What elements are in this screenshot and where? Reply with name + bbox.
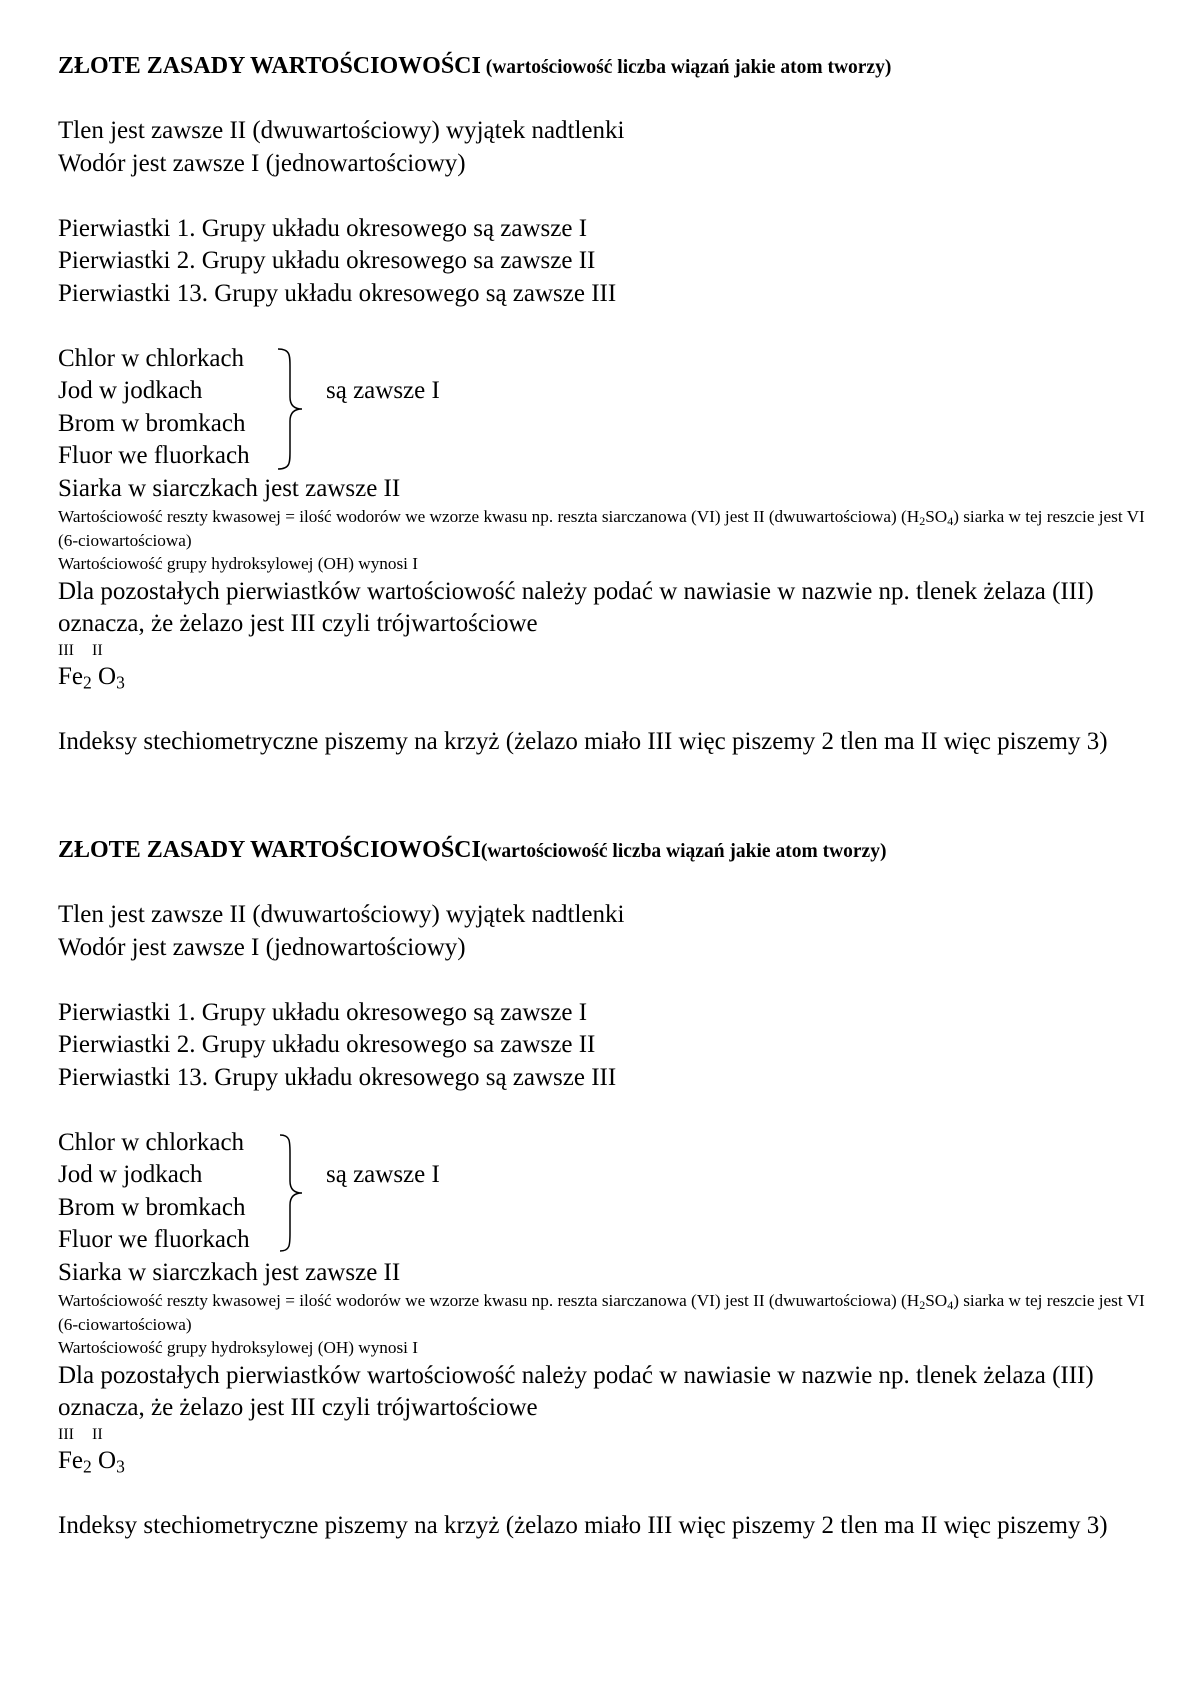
- rule-oxygen: Tlen jest zawsze II (dwuwartościowy) wyjątek nadtlenki: [58, 901, 625, 928]
- halogen-rules: [58, 343, 1158, 473]
- acid-rule-text-b: ) siarka w tej reszcie jest VI (6-ciowartościowa): [58, 507, 1145, 550]
- halogen-bromine: Brom w bromkach: [58, 1193, 246, 1221]
- valence-fe: III: [58, 641, 74, 659]
- formula-o: O: [98, 662, 117, 690]
- title-note: (wartościowość liczba wiązań jakie atom tworzy): [480, 841, 887, 862]
- acid-formula-so: SO: [925, 1291, 948, 1310]
- acid-rule-text-a: Wartościowość reszty kwasowej = ilość wodorów we wzorze kwasu np. reszta siarczanowa (VI) jest II (dwuwartościowa) (H: [58, 507, 920, 526]
- rule-sulfur: Siarka w siarczkach jest zawsze II: [58, 1258, 401, 1286]
- acid-formula-h-index: 2: [919, 514, 926, 528]
- section-title: [58, 50, 1158, 83]
- halogen-iodine: Jod w jodkach: [58, 377, 203, 404]
- hydroxyl-rule: Wartościowość grupy hydroksylowej (OH) wynosi I: [58, 554, 418, 573]
- stoichiometric-index-rule: Indeksy stechiometryczne piszemy na krzyż (żelazo miało III więc piszemy 2 tlen ma II więc piszemy 3): [58, 727, 1108, 755]
- rules-section-1: [58, 50, 1158, 834]
- rule-group-1: Pierwiastki 1. Grupy układu okresowego są zawsze I: [58, 998, 588, 1026]
- formula-o: O: [98, 1446, 117, 1474]
- rule-oxygen: Tlen jest zawsze II (dwuwartościowy) wyjątek nadtlenki: [58, 117, 625, 144]
- valence-o: II: [91, 641, 103, 659]
- title-heading: ZŁOTE ZASADY WARTOŚCIOWOŚCI: [58, 53, 481, 79]
- rule-group-2: Pierwiastki 2. Grupy układu okresowego sa zawsze II: [58, 1031, 596, 1058]
- iron-oxide-formula: [58, 1445, 1158, 1478]
- title-note: (wartościowość liczba wiązań jakie atom tworzy): [480, 57, 892, 78]
- halogen-rules: [58, 1127, 1158, 1257]
- rule-group-2: Pierwiastki 2. Grupy układu okresowego sa zawsze II: [58, 247, 596, 274]
- document-page: [58, 50, 1158, 1618]
- acid-residue-rule: [58, 1289, 1158, 1336]
- halogen-note: są zawsze I: [326, 377, 440, 404]
- halogen-fluorine: Fluor we fluorkach: [58, 442, 250, 469]
- acid-rule-text-b: ) siarka w tej reszcie jest VI (6-ciowartościowa): [58, 1291, 1145, 1334]
- acid-formula-o-index: 4: [947, 1298, 954, 1312]
- formula-fe-index: 2: [83, 1455, 92, 1476]
- halogen-chlorine: Chlor w chlorkach: [58, 1128, 245, 1156]
- halogen-iodine: Jod w jodkach: [58, 1161, 203, 1188]
- stoichiometric-index-rule: Indeksy stechiometryczne piszemy na krzyż (żelazo miało III więc piszemy 2 tlen ma II więc piszemy 3): [58, 1511, 1108, 1539]
- formula-fe: Fe: [58, 662, 83, 690]
- acid-formula-so: SO: [925, 507, 948, 526]
- other-elements-rule: Dla pozostałych pierwiastków wartościowość należy podać w nawiasie w nazwie np. tlenek żelaza (III) oznacza, że żelazo jest III czyli trójwartościowe: [58, 1361, 1094, 1421]
- rule-hydrogen: Wodór jest zawsze I (jednowartościowy): [58, 149, 466, 177]
- acid-formula-h-index: 2: [919, 1298, 926, 1312]
- formula-o-index: 3: [116, 1455, 125, 1476]
- rule-group-13: Pierwiastki 13. Grupy układu okresowego są zawsze III: [58, 279, 617, 307]
- rule-hydrogen: Wodór jest zawsze I (jednowartościowy): [58, 933, 466, 961]
- title-heading: ZŁOTE ZASADY WARTOŚCIOWOŚCI: [58, 837, 481, 863]
- curly-brace: [276, 345, 306, 473]
- formula-fe-index: 2: [83, 671, 92, 692]
- curly-brace: [276, 1129, 306, 1257]
- iron-oxide-formula: [58, 661, 1158, 694]
- rules-section-2: [58, 834, 1158, 1618]
- halogen-bromine: Brom w bromkach: [58, 409, 246, 437]
- valence-labels: [58, 1425, 1158, 1445]
- formula-fe: Fe: [58, 1446, 83, 1474]
- valence-labels: [58, 641, 1158, 661]
- acid-rule-text-a: Wartościowość reszty kwasowej = ilość wodorów we wzorze kwasu np. reszta siarczanowa (VI) jest II (dwuwartościowa) (H: [58, 1291, 920, 1310]
- valence-o: II: [91, 1425, 103, 1443]
- section-title: [58, 834, 1158, 867]
- hydroxyl-rule: Wartościowość grupy hydroksylowej (OH) wynosi I: [58, 1338, 418, 1357]
- halogen-chlorine: Chlor w chlorkach: [58, 344, 245, 372]
- other-elements-rule: Dla pozostałych pierwiastków wartościowość należy podać w nawiasie w nazwie np. tlenek żelaza (III) oznacza, że żelazo jest III czyli trójwartościowe: [58, 577, 1094, 637]
- formula-o-index: 3: [116, 671, 125, 692]
- halogen-fluorine: Fluor we fluorkach: [58, 1226, 250, 1253]
- acid-residue-rule: [58, 505, 1158, 552]
- rule-group-13: Pierwiastki 13. Grupy układu okresowego są zawsze III: [58, 1063, 617, 1091]
- rule-sulfur: Siarka w siarczkach jest zawsze II: [58, 474, 401, 502]
- acid-formula-o-index: 4: [947, 514, 954, 528]
- valence-fe: III: [58, 1425, 74, 1443]
- rule-group-1: Pierwiastki 1. Grupy układu okresowego są zawsze I: [58, 214, 588, 242]
- halogen-note: są zawsze I: [326, 1161, 440, 1188]
